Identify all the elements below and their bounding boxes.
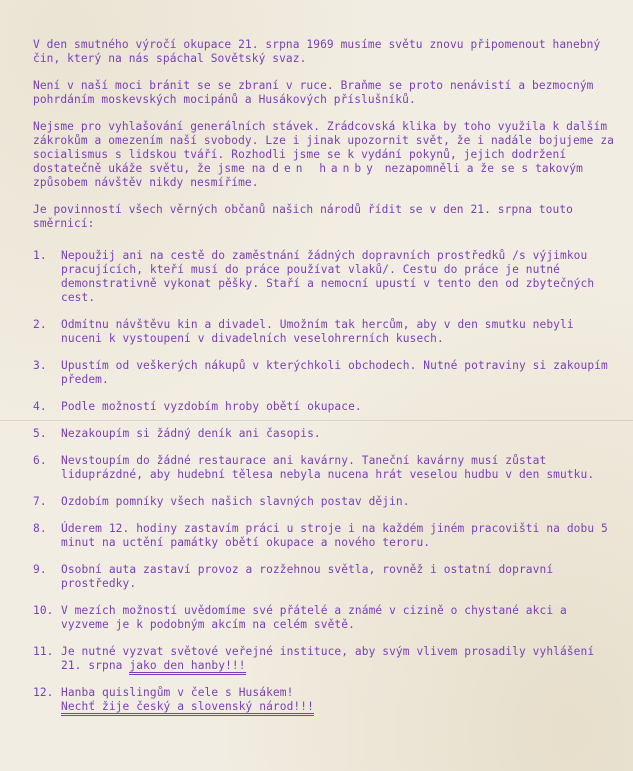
item-number: 8. [33, 522, 47, 535]
item-number: 12. [33, 686, 54, 699]
item-text: Odmítnu návštěvu kin a divadel. Umožním tak hercům, aby v den smutku nebyli nuceni k vystoupení v divadelních veselohrerních kusech. [61, 318, 581, 345]
list-item [33, 249, 618, 305]
item-12-text: Hanba quislingům v čele s Husákem! [61, 686, 294, 699]
item-number: 10. [33, 604, 54, 617]
item-number: 4. [33, 400, 47, 413]
item-text [61, 686, 618, 714]
closing-slogan: Nechť žije český a slovenský národ!!! [61, 700, 314, 716]
list-item [33, 318, 618, 346]
underlined-phrase: jako den hanby!!! [129, 659, 245, 675]
item-11-text: Je nutné vyzvat světové veřejné instituce, aby svým vlivem prosadily vyhlášení 21. srpna [61, 645, 602, 672]
item-text: Upustím od veškerých nákupů v kterýchkoli obchodech. Nutné potraviny si zakoupím předem. [61, 359, 615, 386]
paragraph-1: V den smutného výročí okupace 21. srpna 1969 musíme světu znovu připomenout hanebný čin, který na nás spáchal Sovětský svaz. [33, 38, 608, 65]
list-item [33, 645, 618, 673]
paragraph-3-text: Nejsme pro vyhlašování generálních stávek. Zrádcovská klika by toho využila k dalším zákrokům a omezením naší svobody. Lze i jinak upozornit svět, že i nadále bojujeme za socialismus s lidskou tváří. Rozhodli jsme se k vydání pokynů, jejich dodržení dostatečně ukáže světu, že jsme na [33, 120, 621, 175]
item-text: Podle možností vyzdobím hroby obětí okupace. [61, 400, 362, 413]
item-text: Ozdobím pomníky všech našich slavných postav dějin. [61, 495, 410, 508]
item-text: Osobní auta zastaví provoz a rozžehnou světla, rovněž i ostatní dopravní prostředky. [61, 563, 560, 590]
paragraph-3 [33, 120, 621, 190]
paragraph-2: Není v naší moci bránit se se zbraní v ruce. Braňme se proto nenávistí a bezmocným pohrdáním moskevských mocipánů a Husákových příslušníků. [33, 79, 601, 106]
directive-intro: Je povinností všech věrných občanů našich národů řídit se v den 21. srpna touto směrnicí: [33, 203, 580, 230]
item-number: 6. [33, 454, 47, 467]
item-text: Nepoužij ani na cestě do zaměstnání žádných dopravních prostředků /s výjimkou pracujících, kteří musí do práce používat vlaků/. Cestu do práce je nutné demonstrativně vykonat pěšky. Staří a nemocní upustí v tento den od zbytečných cest. [61, 249, 602, 304]
item-text: Úderem 12. hodiny zastavím práci u stroje i na každém jiném pracovišti na dobu 5 minut na uctění památky obětí okupace a nového teroru. [61, 522, 615, 549]
item-number: 11. [33, 645, 54, 658]
item-number: 1. [33, 249, 47, 262]
spaced-phrase: den hanby [272, 162, 378, 175]
list-item [33, 522, 618, 550]
item-number: 2. [33, 318, 47, 331]
list-item [33, 686, 618, 714]
list-item [33, 604, 618, 632]
item-number: 7. [33, 495, 47, 508]
list-item [33, 495, 618, 509]
item-text: Nevstoupím do žádné restaurace ani kavárny. Taneční kavárny musí zůstat liduprázdné, aby hudební tělesa nebyla nucena hrát veselou hudbu v den smutku. [61, 454, 595, 481]
list-item [33, 359, 618, 387]
paragraph-3-end: nezapomněli a že se s takovým způsobem návštěv nikdy nesmíříme. [33, 162, 590, 189]
list-item [33, 427, 618, 441]
list-item [33, 400, 618, 414]
item-number: 3. [33, 359, 47, 372]
item-text: Nezakoupím si žádný deník ani časopis. [61, 427, 321, 440]
item-number: 5. [33, 427, 47, 440]
list-item [33, 563, 618, 591]
item-text: V mezích možností uvědomíme své přátelé a známé v cizině o chystané akci a vyzveme je k podobným akcím na celém světě. [61, 604, 574, 631]
item-number: 9. [33, 563, 47, 576]
leaflet-text [33, 38, 621, 727]
list-item [33, 454, 618, 482]
item-text [61, 645, 618, 673]
